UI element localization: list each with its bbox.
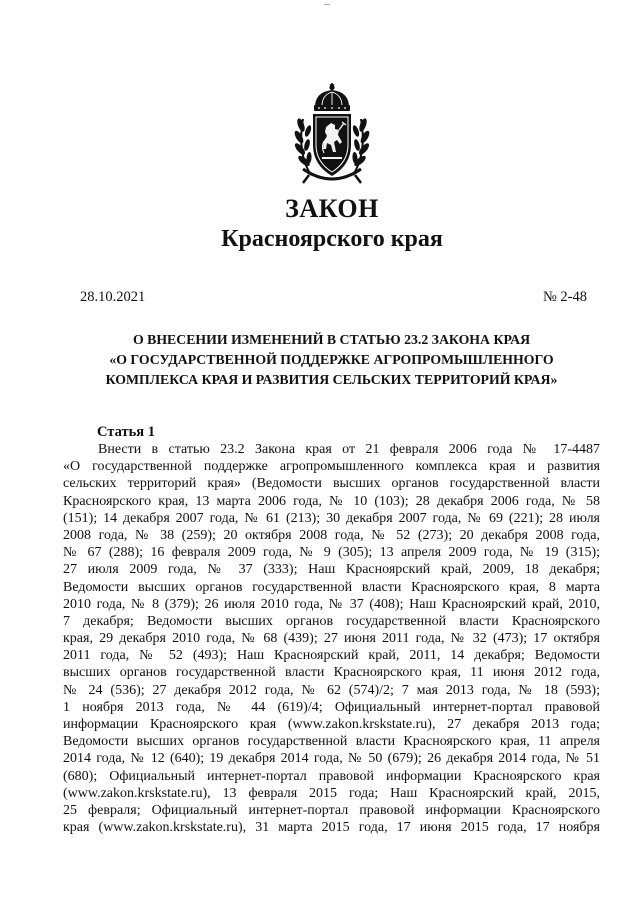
article-text-line: Ведомости высших органов государственной власти Красноярского края, 8 марта [63, 579, 600, 595]
right-laurel-branch [352, 117, 371, 175]
title-line: «О ГОСУДАРСТВЕННОЙ ПОДДЕРЖКЕ АГРОПРОМЫШЛЕННОГО [109, 352, 554, 367]
document-number: № 2-48 [542, 289, 587, 305]
crown [314, 83, 350, 111]
page-mark: – [324, 0, 330, 10]
article-body [63, 441, 600, 836]
article-text-line: Ведомости высших органов государственной власти Красноярского края, 11 апреля [63, 734, 600, 750]
article-text-line: (www.zakon.krskstate.ru), 13 февраля 2015 года; Наш Красноярский край, 2015, [63, 785, 600, 801]
article-text-line: 25 февраля; Официальный интернет-портал правовой информации Красноярского [63, 802, 600, 818]
article-text-line: Внести в статью 23.2 Закона края от 21 февраля 2006 года № 17-4487 [98, 442, 600, 457]
coat-of-arms-icon [289, 83, 375, 187]
article-text-line: сельских территорий края» (Ведомости высших органов государственной власти [63, 476, 600, 492]
title-line: КОМПЛЕКСА КРАЯ И РАЗВИТИЯ СЕЛЬСКИХ ТЕРРИТОРИЙ КРАЯ» [105, 372, 558, 387]
article-text-line: края (www.zakon.krskstate.ru), 31 марта 2015 года, 17 июня 2015 года, 17 ноября [63, 820, 600, 836]
article-text-line: Красноярского края, 13 марта 2006 года, № 10 (103); 28 декабря 2006 года, № 58 [63, 493, 600, 509]
left-laurel-branch [293, 117, 312, 175]
article-text-line: (151); 14 декабря 2007 года, № 61 (213); 30 декабря 2007 года, № 69 (221); 28 июля [63, 510, 600, 526]
article-text-line: 1 ноября 2013 года, № 44 (619)/4; Официальный интернет-портал правовой [63, 699, 600, 715]
document-date: 28.10.2021 [80, 289, 146, 305]
article-text-line: «О государственной поддержке агропромышленного комплекса края и развития [63, 459, 600, 475]
article-text-line: 2008 года, № 38 (259); 20 октября 2008 года, № 52 (273); 20 декабря 2008 года, [63, 527, 600, 543]
article-text-line: 2014 года, № 12 (640); 19 декабря 2014 года, № 50 (679); 26 декабря 2014 года, № 51 [63, 751, 600, 767]
document-type-heading: ЗАКОН [285, 194, 379, 223]
title-line: О ВНЕСЕНИИ ИЗМЕНЕНИЙ В СТАТЬЮ 23.2 ЗАКОНА КРАЯ [132, 332, 531, 347]
shield [313, 114, 351, 176]
article-text-line: (680); Официальный интернет-портал правовой информации Красноярского края [63, 768, 600, 784]
article-text-line: 27 июля 2009 года, № 37 (333); Наш Красноярский край, 2009, 18 декабря; [63, 562, 600, 578]
article-text-line: № 67 (288); 16 февраля 2009 года, № 9 (305); 13 апреля 2009 года, № 19 (315); [63, 545, 600, 561]
law-title [63, 330, 600, 390]
article-text-line: 2010 года, № 8 (379); 26 июля 2010 года, № 37 (408); Наш Красноярский край, 2010, [63, 596, 600, 612]
article-heading: Статья 1 [97, 424, 155, 440]
article-text-line: высших органов государственной власти Красноярского края, 11 июня 2012 года, [63, 665, 600, 681]
article-text-line: информации Красноярского края (www.zakon.krskstate.ru), 27 декабря 2013 года; [63, 717, 600, 732]
region-heading: Красноярского края [221, 226, 443, 252]
article-text-line: 2011 года, № 52 (493); Наш Красноярский край, 2011, 14 декабря; Ведомости [63, 648, 600, 664]
article-text-line: № 24 (536); 27 декабря 2012 года, № 62 (574)/2; 7 мая 2013 года, № 18 (593); [63, 682, 600, 698]
article-text-line: 7 декабря; Ведомости высших органов государственной власти Красноярского [63, 613, 600, 629]
article-text-line: края, 29 декабря 2010 года, № 68 (439); 27 июня 2011 года, № 32 (473); 17 октября [63, 631, 600, 647]
